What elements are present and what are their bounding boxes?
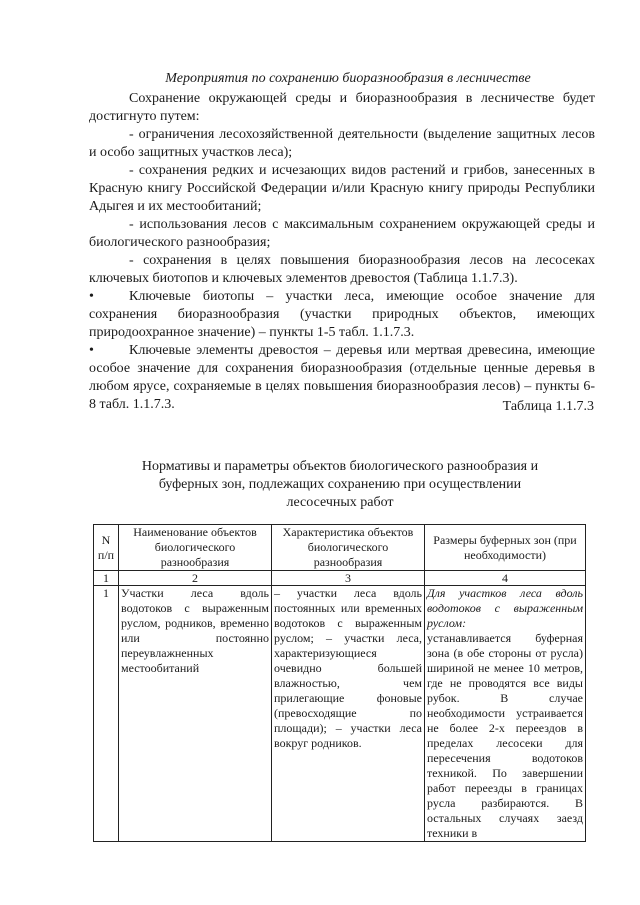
buffer-intro: Для участков леса вдоль водотоков с выраженным руслом: — [427, 586, 583, 630]
intro-paragraph: Сохранение окружающей среды и биоразнообразия в лесничестве будет достигнуто путем: — [89, 91, 595, 124]
row-number: 1 — [94, 586, 119, 842]
row-buffer-zone — [425, 586, 586, 842]
table-title: Нормативы и параметры объектов биологического разнообразия и буферных зон, подлежащих сохранению при осуществлении лесосечных работ — [141, 459, 539, 510]
row-object-name: Участки леса вдоль водотоков с выраженным руслом, родников, временно или постоянно переувлажненных местообитаний — [119, 586, 272, 842]
section-heading: Мероприятия по сохранению биоразнообразия в лесничестве — [165, 71, 531, 86]
column-number: 2 — [119, 571, 272, 586]
header-name: Наименование объектов биологического разнообразия — [119, 525, 272, 571]
header-buffer: Размеры буферных зон (при необходимости) — [425, 525, 586, 571]
header-characteristic: Характеристика объектов биологического разнообразия — [272, 525, 425, 571]
bullet-key-biotopes — [89, 288, 595, 342]
header-num: N п/п — [94, 525, 119, 571]
bullet-text: Ключевые биотопы – участки леса, имеющие особое значение для сохранения биоразнообразия (участки природных объектов, имеющих природоохранное значение) – пункты 1-5 табл. 1.1.7.3. — [89, 289, 595, 340]
buffer-text: устанавливается буферная зона (в обе стороны от русла) шириной не менее 10 метров, где не проводятся все виды рубок. В случае необходимости устраивается не более 2-х переездов в пределах лесосеки для пересечения водотоков техникой. По завершении работ переезды в границах русла разбираются. В остальных случаях заезд техники в — [427, 631, 583, 840]
table-row — [94, 586, 586, 842]
row-characteristic: – участки леса вдоль постоянных или временных водотоков с выраженным руслом; – участки леса, характеризующиеся очевидно большей влажностью, чем прилегающие фоновые (превосходящие по площади); – участки леса вокруг родников. — [272, 586, 425, 842]
column-number: 4 — [425, 571, 586, 586]
measure-item: - сохранения редких и исчезающих видов растений и грибов, занесенных в Красную книгу Российской Федерации и/или Красную книгу природы Республики Адыгея и их местообитаний; — [89, 163, 595, 214]
measure-item: - использования лесов с максимальным сохранением окружающей среды и биологического разнообразия; — [89, 217, 595, 250]
table-number: Таблица 1.1.7.3 — [502, 399, 594, 414]
measure-item: - ограничения лесохозяйственной деятельности (выделение защитных лесов и особо защитных участков леса); — [89, 127, 595, 160]
bullet-text: Ключевые элементы древостоя – деревья или мертвая древесина, имеющие особое значение для сохранения биоразнообразия (отдельные ценные деревья в любом ярусе, сохраняемые в целях повышения биоразнообразия лесов) – пункты 6-8 табл. 1.1.7.3. — [89, 343, 595, 412]
column-number: 3 — [272, 571, 425, 586]
bullet-mark: • — [89, 343, 94, 358]
bullet-mark: • — [89, 289, 94, 304]
table-header-row — [94, 525, 586, 571]
column-number: 1 — [94, 571, 119, 586]
measure-item: - сохранения в целях повышения биоразнообразия лесов на лесосеках ключевых биотопов и ключевых элементов древостоя (Таблица 1.1.7.3). — [89, 253, 595, 286]
biodiversity-norms-table — [93, 524, 586, 842]
column-number-row — [94, 571, 586, 586]
